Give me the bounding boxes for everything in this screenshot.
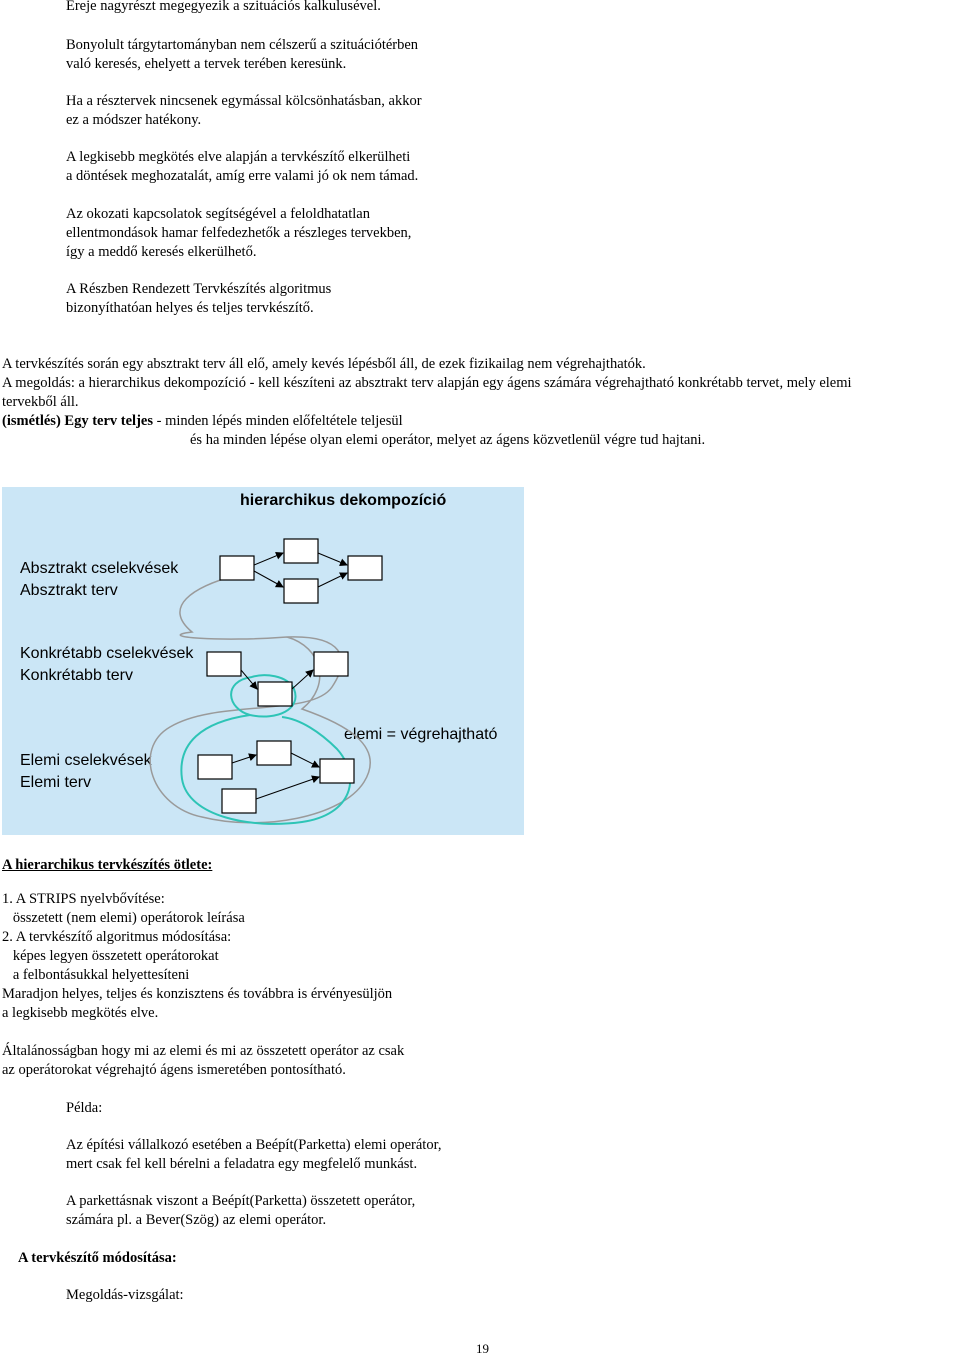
plan-arrow	[292, 670, 313, 689]
elemi-note-label: elemi = végrehajtható	[344, 726, 498, 743]
example-line: mert csak fel kell bérelni a feladatra egy megfelelő munkást.	[66, 1156, 418, 1172]
abstract-step-box	[284, 539, 318, 563]
figure-title: hierarchikus dekompozíció	[240, 492, 447, 509]
bullet-text: ellentmondások hamar felfedezhetők a részleges tervekben,	[66, 225, 412, 241]
intro-line: A tervkészítés során egy absztrakt terv áll elő, amely kevés lépésből áll, de ezek fizikailag nem végrehajthatók.	[2, 356, 646, 372]
plan-arrow	[318, 573, 347, 587]
idea-line: képes legyen összetett operátorokat	[2, 948, 219, 964]
concrete-actions-label: Konkrétabb cselekvések	[20, 645, 194, 662]
abstract-actions-label: Absztrakt cselekvések	[20, 560, 179, 577]
plan-arrow	[291, 753, 319, 767]
intro-line: A megoldás: a hierarchikus dekompozíció - kell készíteni az absztrakt terv alapján egy ágens számára végrehajtható konkrétabb tervet, mely elemi	[2, 375, 852, 391]
plan-arrow	[256, 777, 319, 799]
abstract-step-box	[220, 556, 254, 580]
concrete-step-box	[258, 682, 292, 706]
example-label: Példa:	[66, 1100, 103, 1116]
bullet-text: a döntések meghozatalát, amíg erre valami jó ok nem támad.	[66, 168, 419, 184]
general-line: Általánosságban hogy mi az elemi és mi az összetett operátor az csak	[2, 1043, 405, 1059]
modification-sub: Megoldás-vizsgálat:	[66, 1287, 184, 1303]
idea-line: 2. A tervkészítő algoritmus módosítása:	[2, 929, 232, 945]
bullet-text: A Részben Rendezett Tervkészítés algoritmus	[66, 281, 332, 297]
bullet-text: Ha a résztervek nincsenek egymással kölcsönhatásban, akkor	[66, 93, 422, 109]
bullet-text: Az okozati kapcsolatok segítségével a feloldhatatlan	[66, 206, 370, 222]
hierarchical-decomposition-figure	[2, 487, 524, 835]
concrete-plan-label: Konkrétabb terv	[20, 667, 133, 684]
repeat-bold: (ismétlés) Egy terv teljes	[2, 413, 153, 429]
repeat-rest: - minden lépés minden előfeltétele teljesül	[152, 413, 403, 429]
bullet-text: így a meddő keresés elkerülhető.	[66, 244, 257, 260]
bullet-text: Bonyolult tárgytartományban nem célszerű a szituációtérben	[66, 37, 419, 53]
figure-svg	[2, 487, 524, 835]
repeat-line	[2, 412, 403, 431]
elemi-step-box	[320, 759, 354, 783]
general-line: az operátorokat végrehajtó ágens ismeretében pontosítható.	[2, 1062, 346, 1078]
idea-line: a legkisebb megkötés elve.	[2, 1005, 159, 1021]
example-line: számára pl. a Bever(Szög) az elemi operátor.	[66, 1212, 327, 1228]
plan-arrow	[318, 553, 347, 565]
intro-line: tervekből áll.	[2, 394, 79, 410]
example-line: A parkettásnak viszont a Beépít(Parketta) összetett operátor,	[66, 1193, 416, 1209]
idea-heading: A hierarchikus tervkészítés ötlete:	[2, 857, 213, 873]
elemi-step-box	[198, 755, 232, 779]
elemi-actions-label: Elemi cselekvések	[20, 752, 152, 769]
concrete-step-box	[207, 652, 241, 676]
elemi-step-box	[257, 741, 291, 765]
idea-line: a felbontásukkal helyettesíteni	[2, 967, 190, 983]
bullet-text: bizonyíthatóan helyes és teljes tervkészítő.	[66, 300, 314, 316]
abstract-plan-label: Absztrakt terv	[20, 582, 118, 599]
bullet-text: Ereje nagyrészt megegyezik a szituációs kalkulusével.	[66, 0, 381, 14]
page-number: 19	[476, 1341, 489, 1356]
modification-heading: A tervkészítő módosítása:	[18, 1250, 177, 1266]
bullet-text: ez a módszer hatékony.	[66, 112, 202, 128]
idea-line: összetett (nem elemi) operátorok leírása	[2, 910, 245, 926]
bullet-text: A legkisebb megkötés elve alapján a tervkészítő elkerülheti	[66, 149, 411, 165]
idea-line: 1. A STRIPS nyelvbővítése:	[2, 891, 165, 907]
abstract-step-box	[348, 556, 382, 580]
plan-arrow	[232, 755, 256, 763]
intro-line: és ha minden lépése olyan elemi operátor, melyet az ágens közvetlenül végre tud hajtani.	[190, 432, 706, 448]
elemi-step-box	[222, 789, 256, 813]
idea-line: Maradjon helyes, teljes és konzisztens és továbbra is érvényesüljön	[2, 986, 393, 1002]
bullet-text: való keresés, ehelyett a tervek terében keresünk.	[66, 56, 347, 72]
example-line: Az építési vállalkozó esetében a Beépít(Parketta) elemi operátor,	[66, 1137, 442, 1153]
concrete-step-box	[314, 652, 348, 676]
plan-arrow	[254, 571, 283, 587]
abstract-step-box	[284, 579, 318, 603]
plan-arrow	[254, 553, 283, 565]
elemi-plan-label: Elemi terv	[20, 774, 92, 791]
